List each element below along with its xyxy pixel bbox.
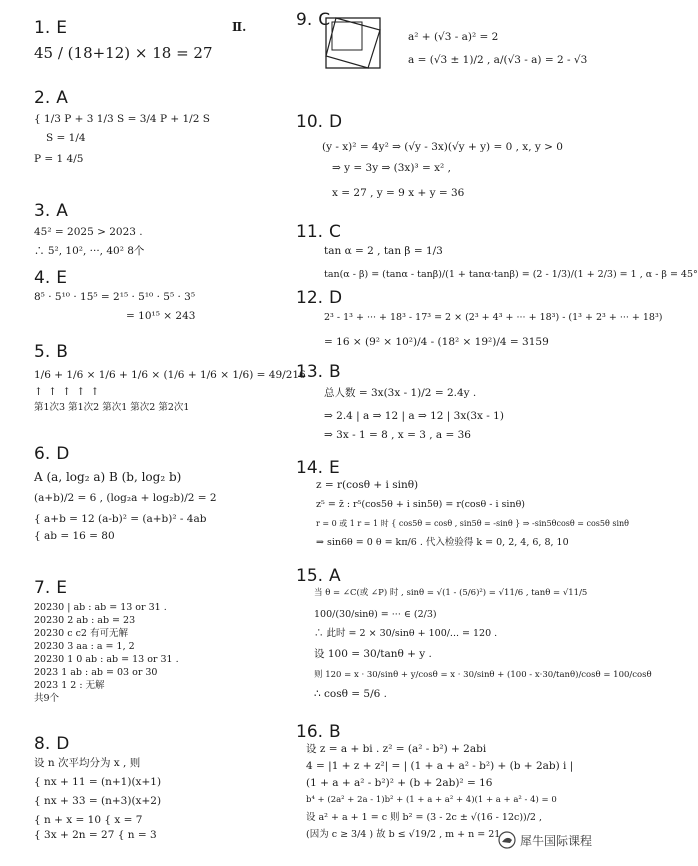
- solution-line: 20230 1 0 ab : ab = 13 or 31 .: [34, 654, 179, 665]
- question-number: 1.: [34, 18, 51, 38]
- solution-line: 45 / (18+12) × 18 = 27: [34, 44, 213, 62]
- question-number: 6.: [34, 444, 51, 464]
- question-15: [296, 566, 652, 701]
- solution-line: 20230 2 ab : ab = 23: [34, 615, 136, 626]
- question-13: [296, 362, 504, 442]
- question-number: 5.: [34, 342, 51, 362]
- question-number: 10.: [296, 112, 324, 132]
- solution-line: (a+b)/2 = 6 , (log₂a + log₂b)/2 = 2: [34, 492, 217, 504]
- question-number: 4.: [34, 268, 51, 288]
- answer-14: E: [329, 458, 340, 478]
- solution-line: A (a, log₂ a) B (b, log₂ b): [34, 470, 182, 484]
- answer-5: B: [56, 342, 68, 362]
- solution-line: { nx + 33 = (n+3)(x+2): [34, 795, 162, 807]
- square-diagram-icon: [322, 12, 384, 72]
- solution-line: 共9个: [34, 693, 60, 704]
- solution-line: (y - x)² = 4y² ⇒ (√y - 3x)(√y + y) = 0 , x, y > 0: [322, 141, 563, 153]
- answer-2: A: [56, 88, 68, 108]
- answer-7: E: [56, 578, 67, 598]
- question-number: 14.: [296, 458, 324, 478]
- solution-line: 4 = |1 + z + z²| = | (1 + a + a² - b²) + (b + 2ab) i |: [306, 760, 574, 772]
- watermark-text: 犀牛国际课程: [520, 833, 593, 848]
- question-number: 13.: [296, 362, 324, 382]
- solution-line: 1/6 + 1/6 × 1/6 + 1/6 × (1/6 + 1/6 × 1/6) = 49/216: [34, 369, 306, 381]
- answer-15: A: [329, 566, 341, 586]
- solution-line: ↑ ↑ ↑ ↑ ↑: [34, 386, 101, 398]
- solution-line: 2023 1 2 : 无解: [34, 680, 105, 691]
- solution-line: tan α = 2 , tan β = 1/3: [324, 245, 443, 257]
- answer-8: D: [56, 734, 70, 754]
- answer-9: C: [318, 10, 331, 30]
- question-8: [34, 734, 162, 842]
- rhino-logo-icon: [498, 831, 516, 849]
- solution-line: z = r(cosθ + i sinθ): [316, 479, 419, 491]
- solution-line: 设 n 次平均分为 x , 则: [34, 757, 141, 769]
- solution-line: { 1/3 P + 3 1/3 S = 3/4 P + 1/2 S: [34, 113, 210, 125]
- solution-line: 20230 3 aa : a = 1, 2: [34, 641, 135, 652]
- solution-line: 20230 c c2 有可无解: [34, 628, 128, 639]
- solution-line: 2³ - 1³ + ··· + 18³ - 17³ = 2 × (2³ + 4³ + ··· + 18³) - (1³ + 2³ + ··· + 18³): [324, 312, 663, 323]
- solution-line: ⇒ 3x - 1 = 8 , x = 3 , a = 36: [324, 429, 471, 441]
- question-number: 7.: [34, 578, 51, 598]
- solution-line: 45² = 2025 > 2023 .: [34, 226, 143, 238]
- stray-mark: Ⅱ.: [232, 20, 247, 34]
- solution-line: tan(α - β) = (tanα - tanβ)/(1 + tanα·tanβ) = (2 - 1/3)/(1 + 2/3) = 1 , α - β = 45°: [324, 269, 698, 280]
- solution-line: a² + (√3 - a)² = 2: [408, 31, 499, 43]
- question-10: [296, 112, 563, 200]
- solution-line: 总人数 = 3x(3x - 1)/2 = 2.4y .: [324, 387, 477, 399]
- answer-10: D: [329, 112, 343, 132]
- answer-11: C: [329, 222, 341, 242]
- solution-line: r = 0 或 1 r = 1 时 { cos5θ = cosθ , sin5θ = -sinθ } ⇒ -sin5θcosθ = cos5θ sinθ: [316, 519, 629, 528]
- question-11: [296, 222, 698, 281]
- question-3: [34, 201, 145, 258]
- question-number: 9.: [296, 10, 313, 30]
- answer-1: E: [56, 18, 67, 38]
- question-number: 12.: [296, 288, 324, 308]
- solution-line: 设 z = a + bi . z² = (a² - b²) + 2abi: [306, 743, 487, 755]
- question-number: 8.: [34, 734, 51, 754]
- solution-line: ⇒ 2.4 | a ⇒ 12 | a ⇒ 12 | 3x(3x - 1): [324, 410, 504, 422]
- solution-line: S = 1/4: [46, 132, 86, 144]
- answer-4: E: [56, 268, 67, 288]
- question-number: 16.: [296, 722, 324, 742]
- solution-line: { nx + 11 = (n+1)(x+1): [34, 776, 162, 788]
- answer-13: B: [329, 362, 341, 382]
- solution-line: 2023 1 ab : ab = 03 or 30: [34, 667, 158, 678]
- solution-line: 设 100 = 30/tanθ + y .: [314, 648, 432, 660]
- solution-line: 第1次3 第1次2 第次1 第次2 第2次1: [34, 402, 190, 413]
- solution-line: z⁵ = z̄ : r⁵(cos5θ + i sin5θ) = r(cosθ - i sinθ): [316, 499, 525, 510]
- solution-line: 100/(30/sinθ) = ··· ∈ (2/3): [314, 609, 437, 620]
- solution-line: 设 a² + a + 1 = c 则 b² = (3 - 2c ± √(16 - 12c))/2 ,: [306, 812, 543, 823]
- question-number: 2.: [34, 88, 51, 108]
- question-2: [34, 88, 210, 166]
- solution-line: 则 120 = x · 30/sinθ + y/cosθ = x · 30/sinθ + (100 - x·30/tanθ)/cosθ = 100/cosθ: [314, 670, 652, 680]
- solution-line: { 3x + 2n = 27 { n = 3: [34, 829, 157, 841]
- solution-line: = 10¹⁵ × 243: [126, 310, 196, 322]
- solution-line: { ab = 16 = 80: [34, 530, 115, 542]
- question-16: [296, 722, 574, 841]
- solution-line: { a+b = 12 (a-b)² = (a+b)² - 4ab: [34, 513, 207, 525]
- solution-line: b⁴ + (2a² + 2a - 1)b² + (1 + a + a² + 4)(1 + a + a² - 4) = 0: [306, 795, 557, 805]
- solution-line: ⇒ sin6θ = 0 θ = kπ/6 . 代入检验得 k = 0, 2, 4, 6, 8, 10: [316, 537, 569, 548]
- solution-line: (因为 c ≥ 3/4 ) 故 b ≤ √19/2 , m + n = 21: [306, 829, 501, 840]
- solution-line: P = 1 4/5: [34, 153, 84, 165]
- question-7: [34, 578, 179, 705]
- solution-line: 20230 | ab : ab = 13 or 31 .: [34, 602, 167, 613]
- question-14: [296, 458, 629, 549]
- solution-line: 8⁵ · 5¹⁰ · 15⁵ = 2¹⁵ · 5¹⁰ · 5⁵ · 3⁵: [34, 291, 196, 303]
- watermark: [498, 828, 634, 852]
- solution-line: ⇒ y = 3y ⇒ (3x)³ = x² ,: [332, 162, 451, 174]
- solution-line: ∴ cosθ = 5/6 .: [314, 688, 387, 700]
- answer-3: A: [56, 201, 68, 221]
- question-number: 15.: [296, 566, 324, 586]
- question-12: [296, 288, 663, 349]
- solution-line: ∴ 此时 = 2 × 30/sinθ + 100/... = 120 .: [314, 628, 498, 639]
- solution-line: a = (√3 ± 1)/2 , a/(√3 - a) = 2 - √3: [408, 54, 588, 66]
- question-number: 3.: [34, 201, 51, 221]
- question-4: [34, 268, 196, 323]
- answer-12: D: [329, 288, 343, 308]
- answer-16: B: [329, 722, 341, 742]
- solution-line: 当 θ = ∠C(或 ∠P) 时 , sinθ = √(1 - (5/6)²) = √11/6 , tanθ = √11/5: [314, 588, 588, 598]
- solution-line: { n + x = 10 { x = 7: [34, 814, 143, 826]
- question-5: [34, 342, 306, 414]
- answer-6: D: [56, 444, 70, 464]
- solution-line: x = 27 , y = 9 x + y = 36: [332, 187, 465, 199]
- question-number: 11.: [296, 222, 324, 242]
- question-1: [34, 18, 213, 62]
- question-6: [34, 444, 217, 543]
- solution-line: ∴ 5², 10², ···, 40² 8个: [34, 245, 145, 257]
- solution-line: (1 + a + a² - b²)² + (b + 2ab)² = 16: [306, 777, 493, 789]
- solution-line: = 16 × (9² × 10²)/4 - (18² × 19²)/4 = 3159: [324, 336, 549, 348]
